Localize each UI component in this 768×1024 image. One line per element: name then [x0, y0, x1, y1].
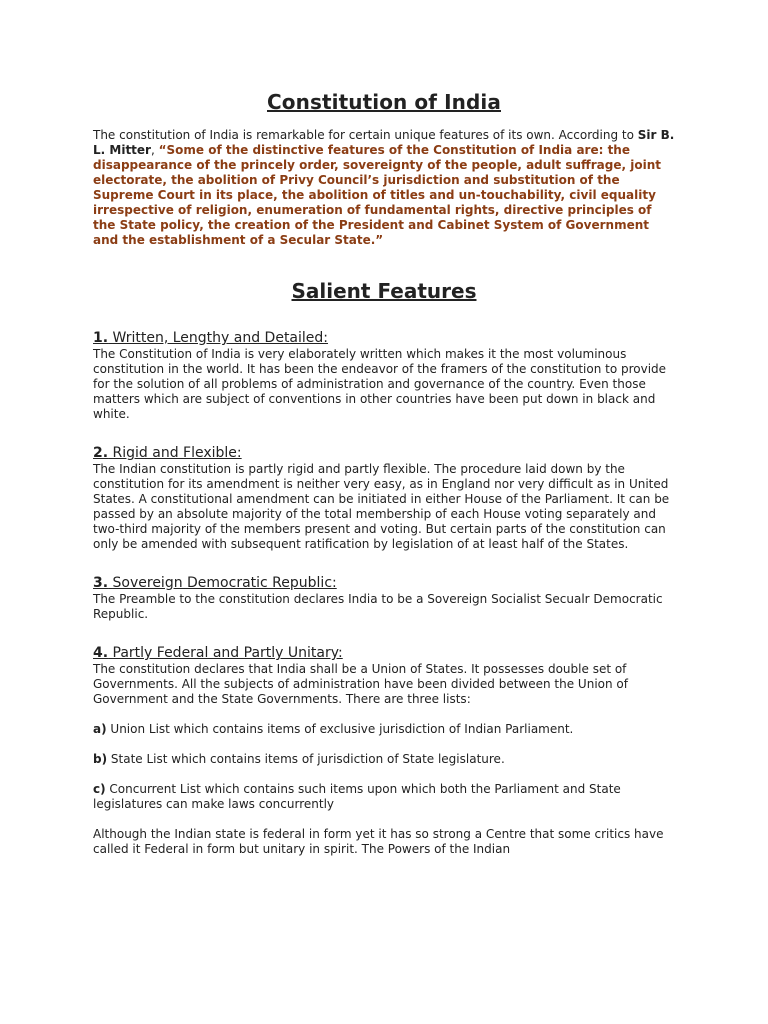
feature-heading	[93, 445, 675, 462]
feature-body: The Preamble to the constitution declares India to be a Sovereign Socialist Secualr Democratic Republic.	[93, 592, 663, 621]
list-item	[93, 752, 675, 767]
feature-section-1	[93, 330, 675, 422]
list-text: Union List which contains items of exclusive jurisdiction of Indian Parliament.	[106, 722, 574, 736]
feature-section-2	[93, 445, 675, 552]
list-marker: a)	[93, 722, 107, 736]
list-item	[93, 782, 675, 812]
document-title: Constitution of India	[267, 90, 501, 114]
feature-number: 1.	[93, 330, 109, 346]
closing-paragraph: Although the Indian state is federal in form yet it has so strong a Centre that some critics have called it Federal in form but unitary in spirit. The Powers of the Indian	[93, 827, 664, 856]
intro-separator: ,	[150, 143, 159, 157]
list-marker: c)	[93, 782, 106, 796]
feature-heading	[93, 645, 675, 662]
document-page	[93, 86, 675, 857]
section-title: Salient Features	[291, 279, 477, 303]
feature-heading-text: Sovereign Democratic Republic:	[112, 575, 337, 591]
feature-heading-text: Partly Federal and Partly Unitary:	[112, 645, 343, 661]
feature-heading-text: Rigid and Flexible:	[112, 445, 242, 461]
feature-heading	[93, 330, 675, 347]
feature-number: 2.	[93, 445, 109, 461]
feature-body: The Indian constitution is partly rigid and partly flexible. The procedure laid down by the constitution for its amendment is neither very easy, as in England nor very difficult as in United States. A constitutional amendment can be initiated in either House of the Parliament. It can be passed by an absolute majority of the total membership of each House voting separately and two-third majority of the members present and voting. But certain parts of the constitution can only be amended with subsequent ratification by legislation of at least half of the States.	[93, 462, 670, 551]
intro-author: Sir B. L. Mitter	[93, 128, 675, 157]
feature-heading-text: Written, Lengthy and Detailed:	[112, 330, 329, 346]
intro-lead: The constitution of India is remarkable for certain unique features of its own. According to	[93, 128, 638, 142]
feature-number: 3.	[93, 575, 109, 591]
feature-section-4	[93, 645, 675, 857]
feature-section-3	[93, 575, 675, 622]
feature-heading	[93, 575, 675, 592]
list-text: State List which contains items of jurisdiction of State legislature.	[107, 752, 505, 766]
list-text: Concurrent List which contains such items upon which both the Parliament and State legislatures can make laws concurrently	[93, 782, 621, 811]
feature-number: 4.	[93, 645, 109, 661]
feature-body: The Constitution of India is very elaborately written which makes it the most voluminous constitution in the world. It has been the endeavor of the framers of the constitution to provide for the solution of all problems of administration and governance of the country. Even those matters which are subject of conventions in other countries have been put down in black and white.	[93, 347, 667, 421]
feature-body: The constitution declares that India shall be a Union of States. It possesses double set of Governments. All the subjects of administration have been divided between the Union of Government and the State Governments. There are three lists:	[93, 662, 628, 706]
intro-quote: “Some of the distinctive features of the Constitution of India are: the disappearance of the princely order, sovereignty of the people, adult suffrage, joint electorate, the abolition of Privy Council’s jurisdiction and substitution of the Supreme Court in its place, the abolition of titles and un-touchability, civil equality irrespective of religion, enumeration of fundamental rights, directive principles of the State policy, the creation of the President and Cabinet System of Government and the establishment of a Secular State.”	[93, 143, 661, 247]
list-item	[93, 722, 675, 737]
list-marker: b)	[93, 752, 108, 766]
intro-paragraph	[93, 128, 675, 248]
